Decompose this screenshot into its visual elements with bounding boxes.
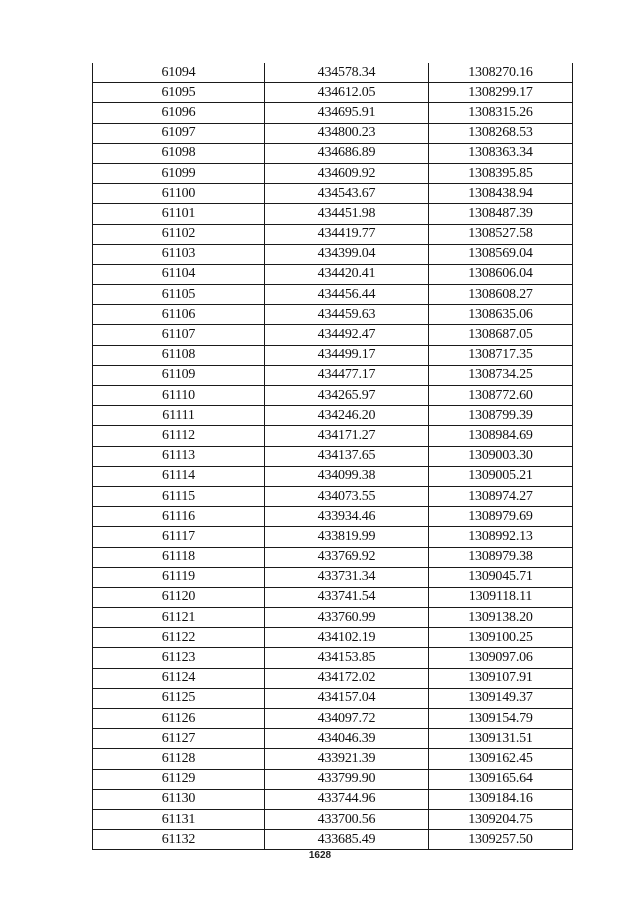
- x-coordinate-cell: 433685.49: [265, 830, 429, 850]
- point-id-cell: 61120: [93, 587, 265, 607]
- table-row: [93, 486, 573, 506]
- table-row: [93, 83, 573, 103]
- point-id-cell: 61096: [93, 103, 265, 123]
- page-number: 1628: [308, 850, 332, 861]
- x-coordinate-cell: 434456.44: [265, 285, 429, 305]
- table-row: [93, 184, 573, 204]
- y-coordinate-cell: 1309149.37: [429, 688, 573, 708]
- y-coordinate-cell: 1308487.39: [429, 204, 573, 224]
- x-coordinate-cell: 434172.02: [265, 668, 429, 688]
- y-coordinate-cell: 1308315.26: [429, 103, 573, 123]
- x-coordinate-cell: 434800.23: [265, 123, 429, 143]
- y-coordinate-cell: 1309162.45: [429, 749, 573, 769]
- x-coordinate-cell: 433799.90: [265, 769, 429, 789]
- x-coordinate-cell: 434073.55: [265, 486, 429, 506]
- table-row: [93, 567, 573, 587]
- y-coordinate-cell: 1308992.13: [429, 527, 573, 547]
- coordinate-table: [92, 63, 573, 850]
- y-coordinate-cell: 1309005.21: [429, 466, 573, 486]
- y-coordinate-cell: 1308438.94: [429, 184, 573, 204]
- x-coordinate-cell: 434171.27: [265, 426, 429, 446]
- table-row: [93, 426, 573, 446]
- x-coordinate-cell: 434246.20: [265, 406, 429, 426]
- x-coordinate-cell: 434419.77: [265, 224, 429, 244]
- table-row: [93, 446, 573, 466]
- y-coordinate-cell: 1309131.51: [429, 729, 573, 749]
- table-row: [93, 285, 573, 305]
- x-coordinate-cell: 434686.89: [265, 143, 429, 163]
- x-coordinate-cell: 433819.99: [265, 527, 429, 547]
- point-id-cell: 61117: [93, 527, 265, 547]
- table-row: [93, 709, 573, 729]
- x-coordinate-cell: 434459.63: [265, 305, 429, 325]
- y-coordinate-cell: 1308687.05: [429, 325, 573, 345]
- point-id-cell: 61097: [93, 123, 265, 143]
- point-id-cell: 61127: [93, 729, 265, 749]
- table-row: [93, 789, 573, 809]
- table-row: [93, 365, 573, 385]
- table-row: [93, 688, 573, 708]
- table-row: [93, 608, 573, 628]
- table-row: [93, 224, 573, 244]
- x-coordinate-cell: 434157.04: [265, 688, 429, 708]
- x-coordinate-cell: 434477.17: [265, 365, 429, 385]
- y-coordinate-cell: 1308527.58: [429, 224, 573, 244]
- point-id-cell: 61105: [93, 285, 265, 305]
- x-coordinate-cell: 433741.54: [265, 587, 429, 607]
- table-row: [93, 830, 573, 850]
- y-coordinate-cell: 1308569.04: [429, 244, 573, 264]
- table-row: [93, 163, 573, 183]
- x-coordinate-cell: 434399.04: [265, 244, 429, 264]
- y-coordinate-cell: 1309165.64: [429, 769, 573, 789]
- x-coordinate-cell: 434153.85: [265, 648, 429, 668]
- point-id-cell: 61094: [93, 63, 265, 83]
- table-row: [93, 507, 573, 527]
- table-row: [93, 628, 573, 648]
- coordinate-table-body: [93, 63, 573, 850]
- table-row: [93, 729, 573, 749]
- point-id-cell: 61101: [93, 204, 265, 224]
- x-coordinate-cell: 434265.97: [265, 386, 429, 406]
- point-id-cell: 61121: [93, 608, 265, 628]
- y-coordinate-cell: 1308363.34: [429, 143, 573, 163]
- y-coordinate-cell: 1309154.79: [429, 709, 573, 729]
- x-coordinate-cell: 434097.72: [265, 709, 429, 729]
- y-coordinate-cell: 1309045.71: [429, 567, 573, 587]
- x-coordinate-cell: 434137.65: [265, 446, 429, 466]
- point-id-cell: 61114: [93, 466, 265, 486]
- x-coordinate-cell: 433934.46: [265, 507, 429, 527]
- table-row: [93, 143, 573, 163]
- x-coordinate-cell: 434099.38: [265, 466, 429, 486]
- point-id-cell: 61128: [93, 749, 265, 769]
- table-row: [93, 587, 573, 607]
- x-coordinate-cell: 434046.39: [265, 729, 429, 749]
- x-coordinate-cell: 434102.19: [265, 628, 429, 648]
- table-row: [93, 527, 573, 547]
- point-id-cell: 61132: [93, 830, 265, 850]
- x-coordinate-cell: 434492.47: [265, 325, 429, 345]
- x-coordinate-cell: 434609.92: [265, 163, 429, 183]
- point-id-cell: 61131: [93, 809, 265, 829]
- point-id-cell: 61130: [93, 789, 265, 809]
- x-coordinate-cell: 434451.98: [265, 204, 429, 224]
- table-row: [93, 547, 573, 567]
- y-coordinate-cell: 1308606.04: [429, 264, 573, 284]
- y-coordinate-cell: 1309097.06: [429, 648, 573, 668]
- table-row: [93, 264, 573, 284]
- point-id-cell: 61104: [93, 264, 265, 284]
- table-row: [93, 809, 573, 829]
- x-coordinate-cell: 433769.92: [265, 547, 429, 567]
- x-coordinate-cell: 433700.56: [265, 809, 429, 829]
- y-coordinate-cell: 1308974.27: [429, 486, 573, 506]
- x-coordinate-cell: 434499.17: [265, 345, 429, 365]
- y-coordinate-cell: 1308270.16: [429, 63, 573, 83]
- point-id-cell: 61122: [93, 628, 265, 648]
- y-coordinate-cell: 1308717.35: [429, 345, 573, 365]
- x-coordinate-cell: 434612.05: [265, 83, 429, 103]
- y-coordinate-cell: 1309184.16: [429, 789, 573, 809]
- point-id-cell: 61110: [93, 386, 265, 406]
- point-id-cell: 61112: [93, 426, 265, 446]
- table-row: [93, 305, 573, 325]
- y-coordinate-cell: 1309118.11: [429, 587, 573, 607]
- table-row: [93, 386, 573, 406]
- point-id-cell: 61116: [93, 507, 265, 527]
- point-id-cell: 61109: [93, 365, 265, 385]
- y-coordinate-cell: 1308299.17: [429, 83, 573, 103]
- point-id-cell: 61103: [93, 244, 265, 264]
- y-coordinate-cell: 1308979.38: [429, 547, 573, 567]
- point-id-cell: 61123: [93, 648, 265, 668]
- table-row: [93, 123, 573, 143]
- x-coordinate-cell: 433744.96: [265, 789, 429, 809]
- y-coordinate-cell: 1308268.53: [429, 123, 573, 143]
- y-coordinate-cell: 1308608.27: [429, 285, 573, 305]
- y-coordinate-cell: 1309204.75: [429, 809, 573, 829]
- y-coordinate-cell: 1308635.06: [429, 305, 573, 325]
- table-row: [93, 668, 573, 688]
- point-id-cell: 61115: [93, 486, 265, 506]
- point-id-cell: 61124: [93, 668, 265, 688]
- x-coordinate-cell: 434695.91: [265, 103, 429, 123]
- point-id-cell: 61126: [93, 709, 265, 729]
- table-row: [93, 769, 573, 789]
- table-row: [93, 648, 573, 668]
- x-coordinate-cell: 433731.34: [265, 567, 429, 587]
- y-coordinate-cell: 1308979.69: [429, 507, 573, 527]
- table-row: [93, 345, 573, 365]
- y-coordinate-cell: 1309257.50: [429, 830, 573, 850]
- x-coordinate-cell: 433921.39: [265, 749, 429, 769]
- point-id-cell: 61129: [93, 769, 265, 789]
- point-id-cell: 61102: [93, 224, 265, 244]
- point-id-cell: 61119: [93, 567, 265, 587]
- point-id-cell: 61107: [93, 325, 265, 345]
- point-id-cell: 61099: [93, 163, 265, 183]
- point-id-cell: 61100: [93, 184, 265, 204]
- y-coordinate-cell: 1309138.20: [429, 608, 573, 628]
- point-id-cell: 61125: [93, 688, 265, 708]
- point-id-cell: 61106: [93, 305, 265, 325]
- table-row: [93, 749, 573, 769]
- y-coordinate-cell: 1309100.25: [429, 628, 573, 648]
- point-id-cell: 61113: [93, 446, 265, 466]
- table-row: [93, 204, 573, 224]
- table-row: [93, 103, 573, 123]
- y-coordinate-cell: 1308799.39: [429, 406, 573, 426]
- point-id-cell: 61108: [93, 345, 265, 365]
- point-id-cell: 61095: [93, 83, 265, 103]
- x-coordinate-cell: 434578.34: [265, 63, 429, 83]
- table-row: [93, 63, 573, 83]
- y-coordinate-cell: 1308772.60: [429, 386, 573, 406]
- table-row: [93, 466, 573, 486]
- table-row: [93, 406, 573, 426]
- x-coordinate-cell: 434543.67: [265, 184, 429, 204]
- y-coordinate-cell: 1309107.91: [429, 668, 573, 688]
- y-coordinate-cell: 1308395.85: [429, 163, 573, 183]
- y-coordinate-cell: 1308984.69: [429, 426, 573, 446]
- y-coordinate-cell: 1309003.30: [429, 446, 573, 466]
- table-row: [93, 325, 573, 345]
- point-id-cell: 61098: [93, 143, 265, 163]
- x-coordinate-cell: 434420.41: [265, 264, 429, 284]
- x-coordinate-cell: 433760.99: [265, 608, 429, 628]
- point-id-cell: 61118: [93, 547, 265, 567]
- table-row: [93, 244, 573, 264]
- y-coordinate-cell: 1308734.25: [429, 365, 573, 385]
- point-id-cell: 61111: [93, 406, 265, 426]
